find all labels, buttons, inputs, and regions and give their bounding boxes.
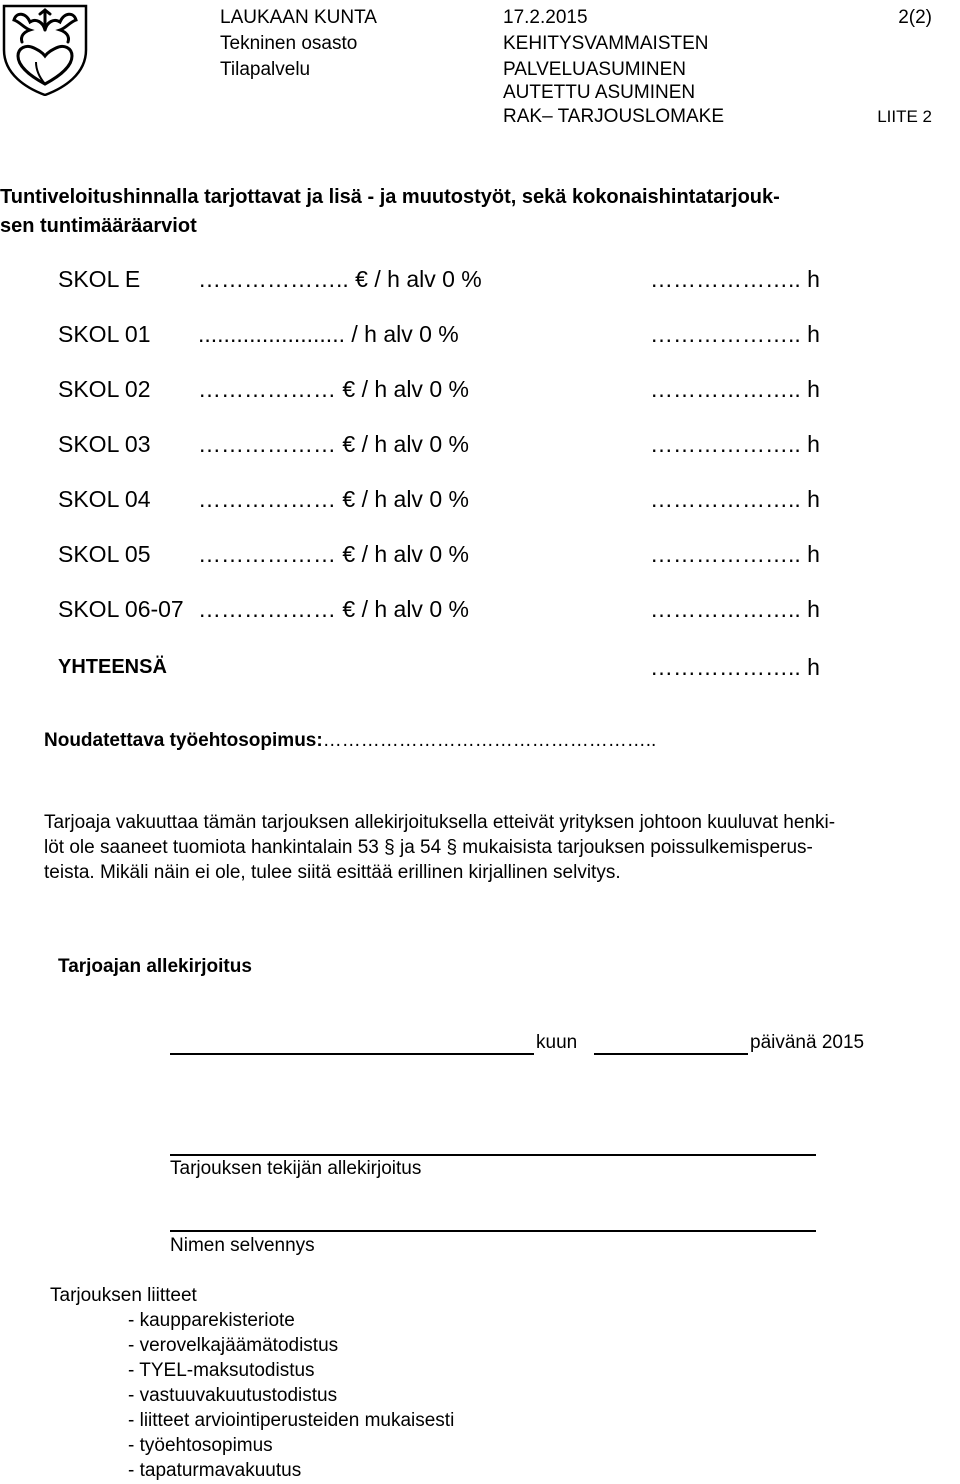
month-label: kuun <box>536 1032 578 1053</box>
declaration-paragraph <box>44 810 934 885</box>
section-heading-line-2: sen tuntimääräarviot <box>0 215 197 237</box>
header-title-line-4: RAK– TARJOUSLOMAKE <box>503 106 725 127</box>
signer-label: Tarjouksen tekijän allekirjoitus <box>170 1158 422 1179</box>
header-title-line-1: KEHITYSVAMMAISTEN <box>503 33 709 54</box>
declaration-line-3: teista. Mikäli näin ei ole, tulee siitä esittää erillinen kirjallinen selvitys. <box>44 862 621 883</box>
rate-row-rate-field[interactable]: ……………… € / h alv 0 % <box>198 541 469 567</box>
agreement-label: Noudatettava työehtosopimus: <box>44 730 323 751</box>
rate-row-code: SKOL 04 <box>58 486 151 512</box>
declaration-line-1: Tarjoaja vakuuttaa tämän tarjouksen allekirjoituksella etteivät yrityksen johtoon kuuluvat henki- <box>44 812 836 833</box>
rate-row-rate-field[interactable]: ……………… € / h alv 0 % <box>198 431 469 457</box>
attachment-item: - vastuuvakuutustodistus <box>128 1385 338 1406</box>
rate-row-code: SKOL E <box>58 266 141 292</box>
signature-line[interactable] <box>170 1154 816 1156</box>
attachments-heading: Tarjouksen liitteet <box>50 1285 197 1306</box>
rate-row-hours-field[interactable]: ……………….. h <box>650 321 820 347</box>
total-hours-field[interactable]: ……………….. h <box>650 654 820 680</box>
attachment-item: - työehtosopimus <box>128 1435 273 1456</box>
agreement-row <box>44 730 656 752</box>
name-line[interactable] <box>170 1230 816 1232</box>
section-heading <box>0 183 780 241</box>
rate-row-code: SKOL 05 <box>58 541 151 567</box>
place-line[interactable] <box>170 1053 534 1055</box>
header-org: LAUKAAN KUNTA <box>220 7 377 28</box>
municipality-coat-of-arms <box>0 0 96 96</box>
attachment-item: - tapaturmavakuutus <box>128 1460 302 1481</box>
rate-row-hours-field[interactable]: ……………….. h <box>650 486 820 512</box>
rate-row-hours-field[interactable]: ……………….. h <box>650 431 820 457</box>
agreement-field[interactable]: …………………………………………….. <box>322 730 657 751</box>
rate-row-code: SKOL 01 <box>58 321 151 347</box>
header-title-line-3: AUTETTU ASUMINEN <box>503 82 696 103</box>
rate-row-rate-field[interactable]: ……………… € / h alv 0 % <box>198 486 469 512</box>
date-line[interactable] <box>594 1053 748 1055</box>
header-title-line-2: PALVELUASUMINEN <box>503 59 687 80</box>
header-date: 17.2.2015 <box>503 7 588 28</box>
signature-heading: Tarjoajan allekirjoitus <box>58 956 252 977</box>
header-page-number: 2(2) <box>898 7 932 28</box>
rate-row-hours-field[interactable]: ……………….. h <box>650 596 820 622</box>
header-unit: Tilapalvelu <box>220 59 311 80</box>
rate-row-hours-field[interactable]: ……………….. h <box>650 541 820 567</box>
rate-row-rate-field[interactable]: ……………….. € / h alv 0 % <box>198 266 482 292</box>
attachment-item: - kaupparekisteriote <box>128 1310 295 1331</box>
rate-row-code: SKOL 02 <box>58 376 151 402</box>
rate-row-code: SKOL 03 <box>58 431 151 457</box>
attachment-item: - liitteet arviointiperusteiden mukaisesti <box>128 1410 455 1431</box>
attachment-item: - TYEL-maksutodistus <box>128 1360 315 1381</box>
rate-row-hours-field[interactable]: ……………….. h <box>650 376 820 402</box>
rate-row-hours-field[interactable]: ……………….. h <box>650 266 820 292</box>
header-appendix: LIITE 2 <box>877 107 932 126</box>
rate-row-rate-field[interactable]: ……………… € / h alv 0 % <box>198 376 469 402</box>
rate-row-rate-field[interactable]: ……………… € / h alv 0 % <box>198 596 469 622</box>
name-clarification-label: Nimen selvennys <box>170 1235 315 1256</box>
declaration-line-2: löt ole saaneet tuomiota hankintalain 53 § ja 54 § mukaisista tarjouksen poissulkemisperus- <box>44 837 813 858</box>
rate-row-code: SKOL 06-07 <box>58 596 184 622</box>
total-label: YHTEENSÄ <box>58 656 167 678</box>
rate-row-rate-field[interactable]: ....................... / h alv 0 % <box>198 321 459 347</box>
header-dept: Tekninen osasto <box>220 33 358 54</box>
attachment-item: - verovelkajäämätodistus <box>128 1335 339 1356</box>
day-label: päivänä 2015 <box>750 1032 865 1053</box>
section-heading-line-1: Tuntiveloitushinnalla tarjottavat ja lisä - ja muutostyöt, sekä kokonaishintatarjouk- <box>0 186 780 208</box>
